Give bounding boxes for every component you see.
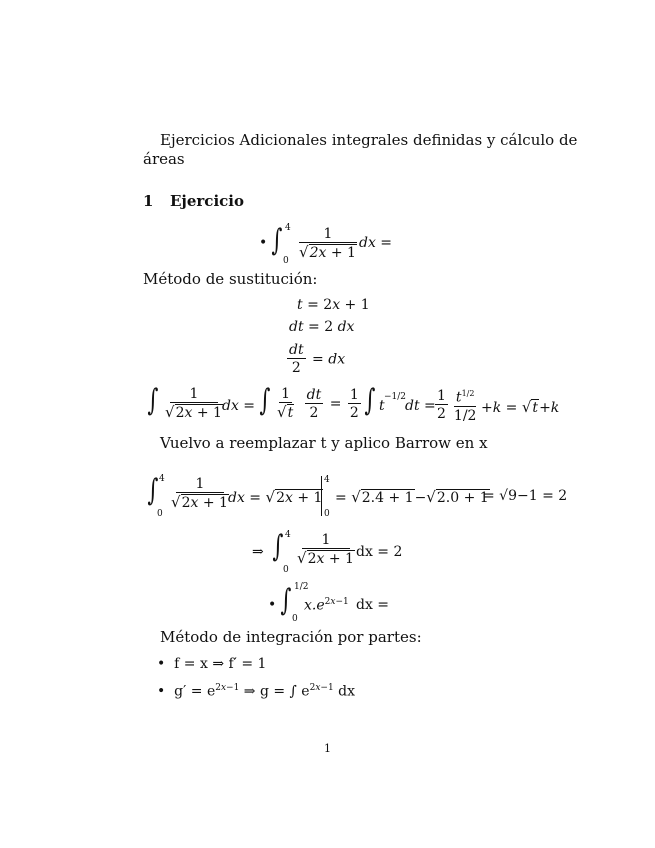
subst-line-3: $\frac{dt}{2}$ = dx — [289, 342, 346, 376]
barrow-evaluation: ∫ 4 0 $\frac{1}{√2x + 1}$ dx = √2x + 1 4 0 = √2.4 + 1−√2.0 + 1 = √9−1 = 2 — [147, 473, 568, 519]
parts-g: ⇒ g = ∫ e — [243, 683, 310, 700]
barrow-result: = √9−1 = 2 — [483, 488, 568, 504]
method-parts: Método de integración por partes: — [160, 628, 422, 646]
section-number: 1 — [143, 192, 154, 210]
integral-sign: ∫ — [271, 223, 283, 258]
upper-limit: 4 — [285, 223, 291, 233]
substitution-chain: ∫ $\frac{1}{√2x + 1}$ dx = ∫ $\frac{1}{√t}$ $\frac{dt}{2}$ = $\frac{1}{2}$ ∫ t −1/2 dt = $\frac{1}{2}$ $\frac{t^{1/2}}{1/2}$ +k = √t+k — [147, 383, 560, 424]
parts-dx: dx — [338, 683, 355, 700]
section-title: Ejercicio — [170, 192, 244, 210]
subst-line-2: dt = 2 dx — [289, 319, 355, 335]
bullet-icon: • — [259, 235, 268, 251]
implies-line: ⇒ ∫ 4 0 $\frac{1}{√2x + 1}$ dx = 2 — [252, 529, 403, 575]
fraction: $\frac{1}{√2x + 1}$ — [299, 226, 356, 261]
parts-item-2: • $g' = e^{2x-1}$ ⇒ g = ∫ $e^{2x-1}$ dx — [157, 683, 355, 700]
parts-g-prime: g′ = e — [174, 683, 216, 700]
integral-2-tail: dx = — [356, 597, 390, 613]
lower-limit: 0 — [283, 256, 289, 266]
parts-item-1 — [157, 656, 266, 672]
bullet-icon: • — [157, 656, 166, 672]
subst-line-1: t = 2x + 1 — [297, 297, 370, 313]
title-line-1: Ejercicios Adicionales integrales definidas y cálculo de — [160, 131, 578, 149]
bullet-icon: • — [268, 597, 277, 613]
page-number: 1 — [324, 742, 331, 755]
title-line-2: áreas — [143, 150, 185, 168]
implies-result: dx = 2 — [356, 544, 403, 560]
bullet-icon: • — [157, 683, 166, 700]
integral-1-tail: dx = — [359, 235, 393, 251]
reemplazo-text: Vuelvo a reemplazar t y aplico Barrow en x — [160, 434, 488, 452]
integral-2: • ∫ 1/2 0 $x.e^{2x-1}$ dx = — [268, 582, 390, 624]
parts-f: f = x ⇒ f′ = 1 — [174, 656, 267, 672]
method-substitution: Método de sustitución: — [143, 270, 318, 288]
